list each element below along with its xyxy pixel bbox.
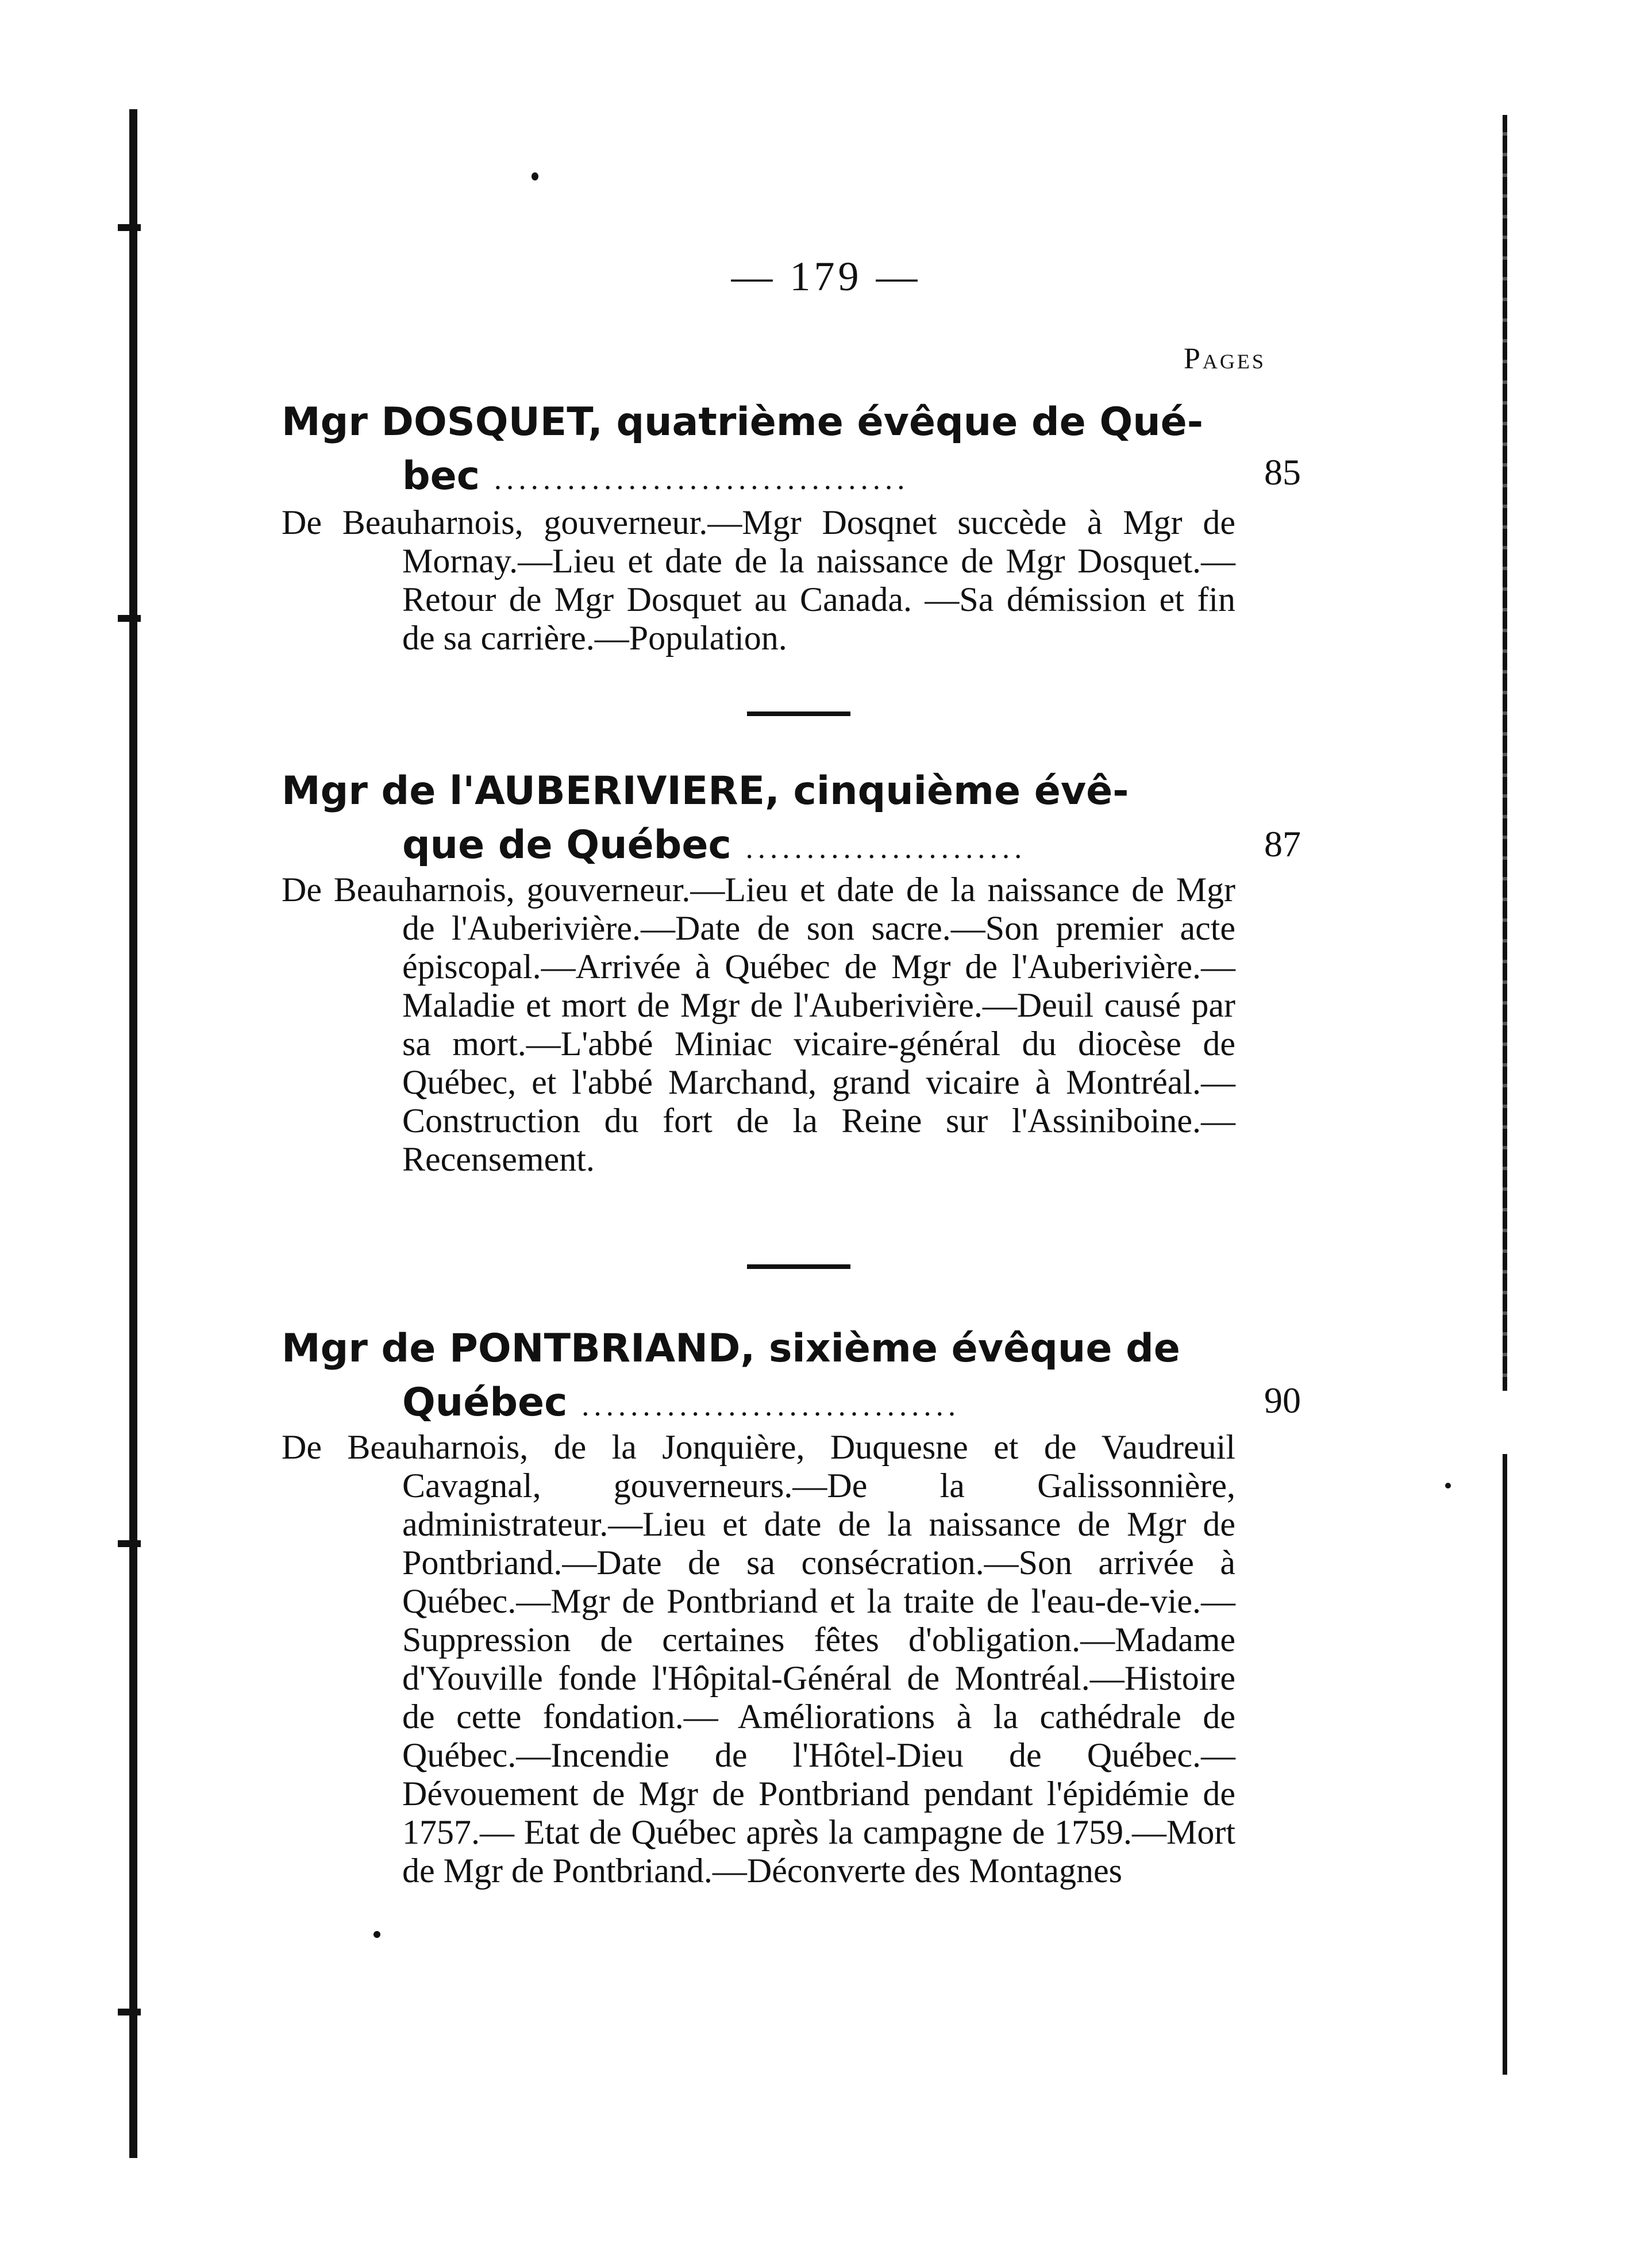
scan-speck — [532, 172, 538, 180]
toc-entry-title — [282, 1322, 1247, 1433]
binding-tick — [118, 615, 141, 622]
binding-tick — [118, 224, 141, 231]
pages-column-label: Pages — [1184, 343, 1266, 375]
dot-leader: .................................. — [493, 464, 909, 496]
scan-edge-right — [1503, 1454, 1507, 2075]
toc-entry-title — [282, 395, 1247, 507]
title-line: Mgr DOSQUET, quatrième évêque de Qué- — [282, 399, 1204, 445]
scan-speck — [373, 1931, 380, 1938]
title-line: Québec — [402, 1380, 568, 1425]
toc-entry-summary: De Beauharnois, de la Jonquière, Duquesne et de Vaudreuil Cavagnal, gouverneurs.—De la Galissonnière, administrateur.—Lieu et date de la naissance de Mgr de Pontbriand.—Date de sa consécration.—Son arrivée à Québec.—Mgr de Pontbriand et la traite de l'eau-de-vie.—Suppression de certaines fêtes d'obligation.—Madame d'Youville fonde l'Hôpital-Général de Montréal.—Histoire de cette fondation.— Améliorations à la cathédrale de Québec.—Incendie de l'Hôtel-Dieu de Québec.—Dévouement de Mgr de Pontbriand pendant l'épidémie de 1757.— Etat de Québec après la campagne de 1759.—Mort de Mgr de Pontbriand.—Déconverte des Montagnes — [282, 1428, 1235, 1890]
title-line: bec — [402, 453, 480, 499]
toc-entry-title — [282, 764, 1247, 876]
title-line: Mgr de PONTBRIAND, sixième évêque de — [282, 1326, 1180, 1371]
dot-leader: ............................... — [581, 1390, 960, 1422]
toc-entry-summary: De Beauharnois, gouverneur.—Lieu et date de la naissance de Mgr de l'Auberivière.—Date de son sacre.—Son premier acte épiscopal.—Arrivée à Québec de Mgr de l'Auberivière.—Maladie et mort de Mgr de l'Auberivière.—Deuil causé par sa mort.—L'abbé Miniac vicaire-général du diocèse de Québec, et l'abbé Marchand, grand vicaire à Montréal.—Construction du fort de la Reine sur l'Assiniboine.— Recensement. — [282, 871, 1235, 1178]
dot-leader: ....................... — [745, 833, 1026, 865]
title-line: que de Québec — [402, 822, 731, 868]
scan-edge-right — [1503, 115, 1507, 1391]
binding-tick — [118, 1540, 141, 1547]
toc-entry-page: 87 — [1264, 824, 1301, 864]
toc-entry-page: 85 — [1264, 452, 1301, 493]
page-number: — 179 — — [731, 253, 921, 299]
section-divider — [747, 711, 850, 716]
binding-tick — [118, 2009, 141, 2015]
scan-speck — [1445, 1483, 1451, 1488]
toc-entry-page: 90 — [1264, 1380, 1301, 1421]
title-line: Mgr de l'AUBERIVIERE, cinquième évê- — [282, 768, 1129, 814]
binding-edge-left — [129, 109, 137, 2158]
section-divider — [747, 1264, 850, 1269]
toc-entry-summary: De Beauharnois, gouverneur.—Mgr Dosqnet succède à Mgr de Mornay.—Lieu et date de la naissance de Mgr Dosquet.—Retour de Mgr Dosquet au Canada. —Sa démission et fin de sa carrière.—Population. — [282, 503, 1235, 657]
